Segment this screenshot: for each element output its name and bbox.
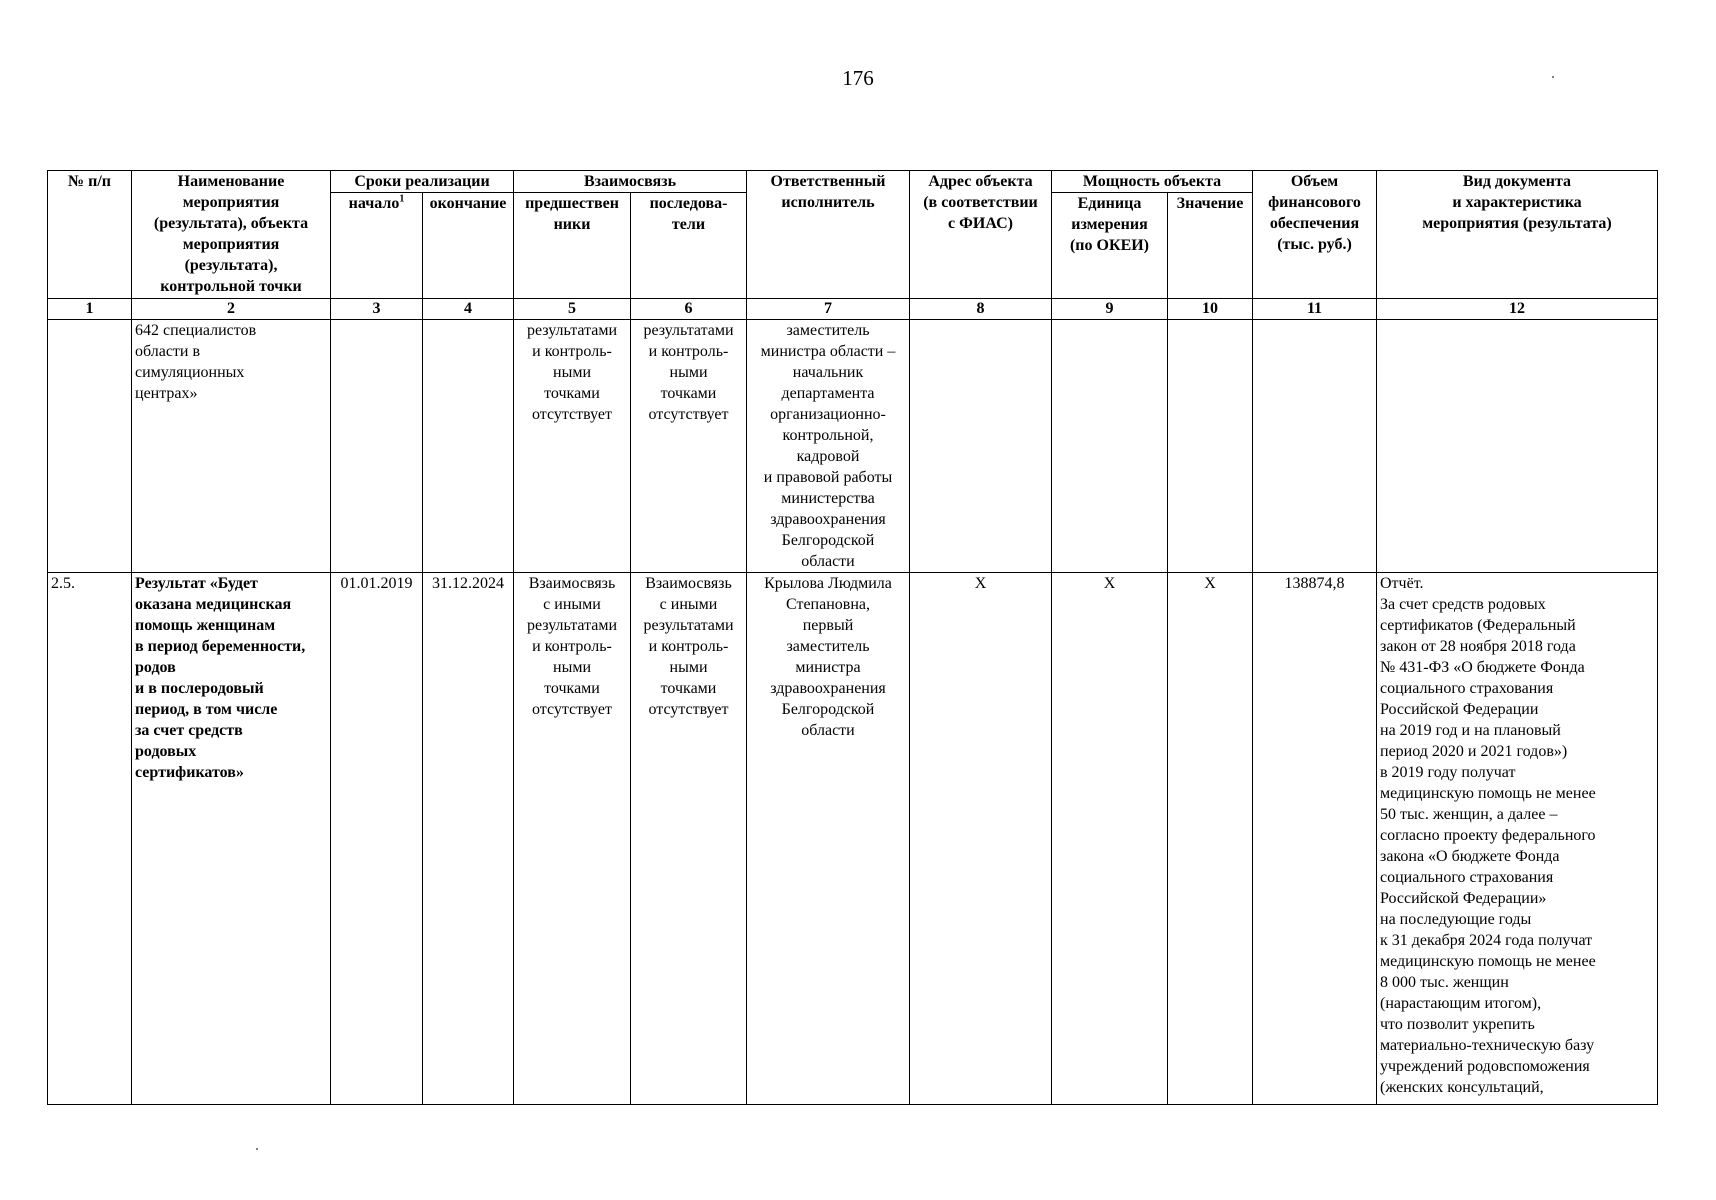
cell-financing: 138874,8 <box>1253 573 1377 1105</box>
header-start <box>331 193 423 299</box>
header-unit: Единица измерения (по ОКЕИ) <box>1052 193 1168 299</box>
header-predecessors: предшествен ники <box>514 193 631 299</box>
column-number: 11 <box>1253 299 1377 320</box>
cell-name: 642 специалистов области в симуляционных центрах» <box>132 320 331 573</box>
header-start-footnote: 1 <box>399 193 405 205</box>
header-value: Значение <box>1168 193 1253 299</box>
header-start-label: начало <box>348 195 400 212</box>
cell-address: X <box>910 573 1052 1105</box>
cell-end: 31.12.2024 <box>423 573 514 1105</box>
table-row <box>48 320 1658 573</box>
cell-start: 01.01.2019 <box>331 573 423 1105</box>
cell-document <box>1377 320 1658 573</box>
cell-predecessors: Взаимосвязь с иными результатами и контроль- ными точками отсутствует <box>514 573 631 1105</box>
column-number: 10 <box>1168 299 1253 320</box>
column-number: 7 <box>747 299 910 320</box>
cell-num: 2.5. <box>48 573 132 1105</box>
cell-responsible: заместитель министра области – начальник департамента организационно- контрольной, кадровой и правовой работы министерства здравоохранения Белгородской области <box>747 320 910 573</box>
column-number: 12 <box>1377 299 1658 320</box>
column-number: 1 <box>48 299 132 320</box>
column-number: 4 <box>423 299 514 320</box>
cell-name: Результат «Будет оказана медицинская помощь женщинам в период беременности, родов и в послеродовый период, в том числе за счет средств родовых сертификатов» <box>132 573 331 1105</box>
cell-successors: Взаимосвязь с иными результатами и контроль- ными точками отсутствует <box>631 573 747 1105</box>
cell-unit: X <box>1052 573 1168 1105</box>
header-name: Наименование мероприятия (результата), объекта мероприятия (результата), контрольной точки <box>132 171 331 299</box>
cell-document: Отчёт. За счет средств родовых сертификатов (Федеральный закон от 28 ноября 2018 года № 431-ФЗ «О бюджете Фонда социального страхования Российской Федерации на 2019 год и на плановый период 2020 и 2021 годов») в 2019 году получат медицинскую помощь не менее 50 тыс. женщин, а далее – согласно проекту федерального закона «О бюджете Фонда социального страхования Российской Федерации» на последующие годы к 31 декабря 2024 года получат медицинскую помощь не менее 8 000 тыс. женщин (нарастающим итогом), что позволит укрепить материально-техническую базу учреждений родовспоможения (женских консультаций, <box>1377 573 1658 1105</box>
header-terms: Сроки реализации <box>331 171 514 193</box>
column-number: 3 <box>331 299 423 320</box>
cell-start <box>331 320 423 573</box>
header-num: № п/п <box>48 171 132 299</box>
cell-responsible: Крылова Людмила Степановна, первый заместитель министра здравоохранения Белгородской области <box>747 573 910 1105</box>
cell-value <box>1168 320 1253 573</box>
cell-num <box>48 320 132 573</box>
cell-value: X <box>1168 573 1253 1105</box>
column-number: 5 <box>514 299 631 320</box>
scan-speck <box>1552 76 1554 78</box>
cell-address <box>910 320 1052 573</box>
scan-speck <box>256 1148 258 1150</box>
header-power: Мощность объекта <box>1052 171 1253 193</box>
header-document: Вид документа и характеристика мероприятия (результата) <box>1377 171 1658 299</box>
cell-unit <box>1052 320 1168 573</box>
header-financing: Объем финансового обеспечения (тыс. руб.) <box>1253 171 1377 299</box>
header-end: окончание <box>423 193 514 299</box>
header-responsible: Ответственный исполнитель <box>747 171 910 299</box>
cell-financing <box>1253 320 1377 573</box>
column-number: 2 <box>132 299 331 320</box>
column-number: 6 <box>631 299 747 320</box>
cell-successors: результатами и контроль- ными точками отсутствует <box>631 320 747 573</box>
column-number: 9 <box>1052 299 1168 320</box>
page-number: 176 <box>842 66 874 90</box>
header-address: Адрес объекта (в соответствии с ФИАС) <box>910 171 1052 299</box>
column-number-row <box>48 299 1658 320</box>
header-relation: Взаимосвязь <box>514 171 747 193</box>
table-row <box>48 573 1658 1105</box>
cell-predecessors: результатами и контроль- ными точками отсутствует <box>514 320 631 573</box>
column-number: 8 <box>910 299 1052 320</box>
header-row-1 <box>48 171 1658 193</box>
header-successors: последова- тели <box>631 193 747 299</box>
cell-end <box>423 320 514 573</box>
plan-table <box>47 170 1658 1105</box>
